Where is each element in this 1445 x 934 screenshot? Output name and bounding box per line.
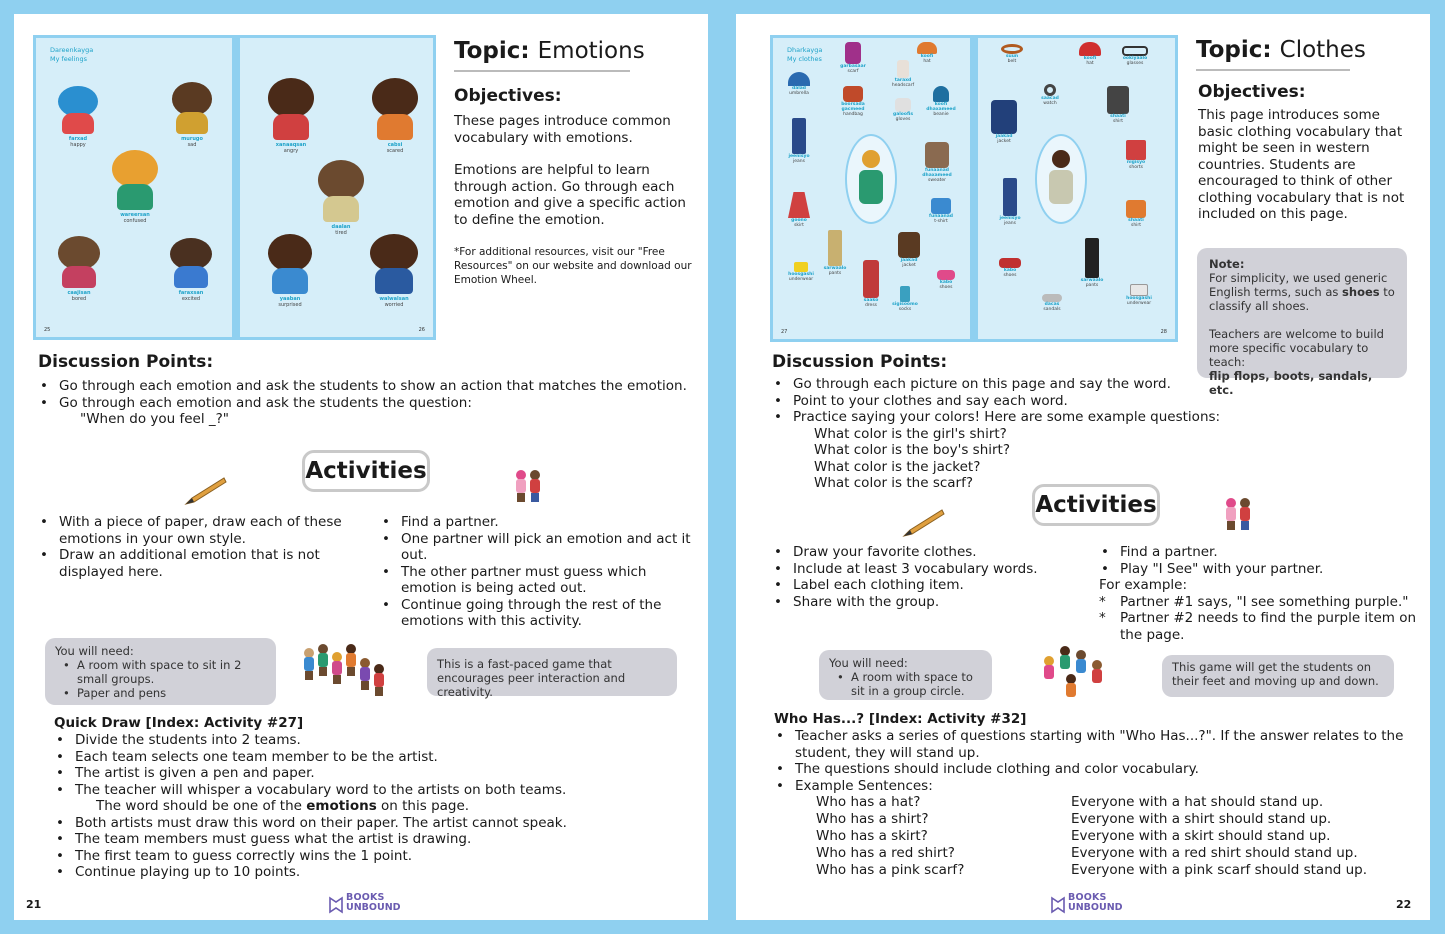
boy-figure: [1035, 134, 1087, 224]
quickdraw-list: [54, 732, 694, 881]
page-right: [736, 14, 1430, 920]
topic-underline: [454, 70, 630, 72]
you-will-need-box: [819, 650, 992, 700]
book-header: [50, 46, 93, 64]
figure-tired: daalan tired: [318, 160, 364, 226]
whohas-list: [774, 728, 1404, 794]
clothing-headscarf: taraxd headscarf: [885, 60, 921, 88]
activity-item: • One partner will pick an emotion and act it out.: [380, 531, 700, 564]
activity-item: • Play "I See" with your partner.: [1099, 561, 1419, 578]
discussion-item: • Practice saying your colors! Here are some example questions:: [772, 409, 1222, 426]
example-question: Who has a pink scarf?: [816, 862, 965, 878]
quickdraw-item: • The teacher will whisper a vocabulary word to the artists on both teams.: [54, 782, 694, 799]
objectives-paragraph-2: Emotions are helpful to learn through action. Go through each emotion and give a specific action to define the emotion.: [454, 162, 686, 228]
book-logo-icon: [1050, 894, 1066, 914]
clothing-jacket: jaakad jacket: [891, 232, 927, 268]
note-examples: flip flops, boots, sandals, etc.: [1209, 369, 1373, 397]
figure-happy: farxad happy: [58, 86, 98, 138]
clothing-pants: sarwaalo pants: [817, 230, 853, 276]
activity-item: • Find a partner.: [1099, 544, 1419, 561]
activities-heading: Activities: [1032, 484, 1160, 526]
example-question: Who has a red shirt?: [816, 845, 955, 861]
discussion-subitem: What color is the boy's shirt?: [814, 442, 1011, 458]
discussion-item: • Go through each picture on this page and say the word.: [772, 376, 1222, 393]
quickdraw-item: • Continue playing up to 10 points.: [54, 864, 694, 881]
clothing-tshirt: funaanad t-shirt: [923, 198, 959, 224]
activity-item: • Label each clothing item.: [772, 577, 1092, 594]
book-title-somali: Dharkayga: [787, 46, 823, 54]
activity-example: * Partner #2 needs to find the purple item on the page.: [1099, 610, 1419, 643]
topic-heading: [1196, 37, 1366, 63]
clothing-jeans: jeenisyo jeans: [781, 118, 817, 164]
activity-item: • Share with the group.: [772, 594, 1092, 611]
page-number: 22: [1396, 898, 1412, 911]
figure-worried: walwalsan worried: [370, 234, 418, 298]
girl-figure: [845, 134, 897, 224]
discussion-title: Discussion Points:: [772, 352, 948, 372]
example-question: Who has a hat?: [816, 794, 921, 810]
note-paragraph-2: Teachers are welcome to build more specific vocabulary to teach:: [1209, 327, 1384, 369]
example-answer: Everyone with a skirt should stand up.: [1071, 828, 1331, 844]
activity-list-right: [380, 514, 700, 630]
books-unbound-logo: BOOKS UNBOUND: [1050, 892, 1130, 916]
figure-sad: murugo sad: [172, 82, 212, 138]
topic-label: Topic:: [454, 38, 530, 64]
book-header: [787, 46, 822, 64]
discussion-list: [772, 376, 1222, 492]
game-note-box: This is a fast-paced game that encourages peer interaction and creativity.: [427, 648, 677, 696]
quickdraw-item: • The artist is given a pen and paper.: [54, 765, 694, 782]
clothes-book-spread: [770, 35, 1178, 342]
need-item: • A room with space to sit in a group circle.: [829, 670, 982, 698]
activity-list-left: [772, 544, 1092, 610]
example-answer: Everyone with a pink scarf should stand up.: [1071, 862, 1368, 878]
activity-item: • Find a partner.: [380, 514, 700, 531]
quickdraw-item: • Both artists must draw this word on their paper. The artist cannot speak.: [54, 815, 694, 832]
example-answer: Everyone with a hat should stand up.: [1071, 794, 1324, 810]
discussion-subitem: What color is the scarf?: [814, 475, 974, 491]
clothing-shoes: kabo shoes: [931, 270, 961, 290]
quickdraw-subitem: The word should be one of the emotions on this page.: [96, 798, 470, 814]
book-gutter: [232, 38, 240, 337]
book-gutter: [970, 38, 978, 339]
objectives-paragraph-1: These pages introduce common vocabulary with emotions.: [454, 113, 671, 146]
page-left: [14, 14, 708, 920]
topic-heading: [454, 38, 645, 64]
clothing-underwear: hoosgashi underwear: [781, 262, 821, 282]
two-kids-icon: [1220, 498, 1260, 538]
book-page-num-left: 27: [781, 329, 788, 335]
topic-value: Emotions: [537, 38, 645, 64]
pencil-icon: [902, 508, 946, 538]
clothing-glasses: ookiyaalo glasses: [1115, 46, 1155, 66]
topic-underline: [1196, 69, 1350, 71]
discussion-item: • Go through each emotion and ask the students to show an action that matches the emotion.: [38, 378, 698, 395]
clothing-shirt: shaati shirt: [1119, 200, 1153, 228]
discussion-title: Discussion Points:: [38, 352, 214, 372]
figure-bored: caajisan bored: [58, 236, 100, 292]
book-page-num-left: 25: [44, 327, 51, 333]
discussion-list: [38, 378, 698, 428]
game-note-box: This game will get the students on their feet and moving up and down.: [1162, 655, 1394, 697]
activity-item: • Continue going through the rest of the emotions with this activity.: [380, 597, 700, 630]
clothing-dress: saako dress: [853, 260, 889, 308]
figure-excited: faraxsan excited: [170, 238, 212, 292]
circle-of-kids-icon: [1042, 646, 1112, 700]
figure-scared: cabsi scared: [372, 78, 418, 144]
whohas-item: • Teacher asks a series of questions starting with "Who Has...?". If the answer relates to the student, they will stand up.: [774, 728, 1404, 761]
need-item: • A room with space to sit in 2 small groups.: [55, 658, 266, 686]
figure-surprised: yaaban surprised: [268, 234, 312, 298]
book-logo-icon: [328, 894, 344, 914]
activity-item: • Draw your favorite clothes.: [772, 544, 1092, 561]
example-questions: [816, 794, 1036, 879]
activity-list-left: [38, 514, 358, 580]
clothing-jacket: jaakad jacket: [987, 100, 1021, 144]
example-answer: Everyone with a shirt should stand up.: [1071, 811, 1332, 827]
topic-label: Topic:: [1196, 37, 1272, 63]
clothing-handbag: boorsada gacmeed handbag: [833, 86, 873, 117]
topic-value: Clothes: [1279, 37, 1366, 63]
clothing-underwear: hoosgashi underwear: [1119, 284, 1159, 306]
book-title-somali: Dareenkayga: [50, 46, 94, 54]
activity-example: * Partner #1 says, "I see something purple.": [1099, 594, 1419, 611]
discussion-subitem: What color is the jacket?: [814, 458, 981, 475]
clothing-beanie: koofi dhaxameed beanie: [921, 86, 961, 117]
clothing-skirt: goono skirt: [781, 192, 817, 228]
book-page-num-right: 28: [1160, 329, 1167, 335]
emotions-book-spread: [33, 35, 436, 340]
objectives-title: Objectives:: [454, 86, 562, 106]
clothing-shoes: kabo shoes: [993, 258, 1027, 278]
books-unbound-logo: BOOKS UNBOUND: [328, 892, 408, 916]
group-of-kids-icon: [302, 644, 402, 706]
activity-item: • Draw an additional emotion that is not displayed here.: [38, 547, 358, 580]
quickdraw-item: • Divide the students into 2 teams.: [54, 732, 694, 749]
quickdraw-item: • Each team selects one team member to be the artist.: [54, 749, 694, 766]
clothing-sandals: dacas sandals: [1035, 294, 1069, 312]
pencil-icon: [184, 476, 228, 506]
whohas-item: • The questions should include clothing and color vocabulary.: [774, 761, 1404, 778]
resources-note: *For additional resources, visit our "Free Resources" on our website and download our Emotion Wheel.: [454, 246, 692, 286]
clothing-watch: saacad watch: [1033, 84, 1067, 106]
clothing-pants: sarwaalo pants: [1075, 238, 1109, 288]
objectives-title: Objectives:: [1198, 82, 1306, 102]
quickdraw-item: • The first team to guess correctly wins the 1 point.: [54, 848, 694, 865]
clothing-shorts: nigisyo shorts: [1119, 140, 1153, 170]
note-title: Note:: [1209, 257, 1245, 271]
clothing-shirt: shaati shirt: [1101, 86, 1135, 124]
activity-list-right: [1099, 544, 1419, 643]
quickdraw-item: • The team members must guess what the artist is drawing.: [54, 831, 694, 848]
clothing-hat: koofi hat: [909, 42, 945, 64]
book-title-english: My feelings: [50, 55, 88, 63]
activity-item: • With a piece of paper, draw each of these emotions in your own style.: [38, 514, 358, 547]
activity-item: • The other partner must guess which emotion is being acted out.: [380, 564, 700, 597]
clothing-jeans: jeenisyo jeans: [993, 178, 1027, 226]
clothing-belt: suun belt: [995, 44, 1029, 64]
need-title: You will need:: [829, 656, 908, 670]
whohas-title: Who Has...? [Index: Activity #32]: [774, 711, 1027, 727]
discussion-subitem: "When do you feel _?": [80, 411, 230, 427]
clothing-umbrella: dalad umbrella: [781, 72, 817, 96]
example-question: Who has a skirt?: [816, 828, 928, 844]
clothing-scarf: garbasaar scarf: [833, 42, 873, 74]
example-question: Who has a shirt?: [816, 811, 929, 827]
you-will-need-box: [45, 638, 276, 705]
need-title: You will need:: [55, 644, 134, 658]
clothing-socks: sigisoomo socks: [885, 286, 925, 312]
figure-confused: wareersan confused: [112, 150, 158, 214]
note-box: [1197, 248, 1407, 397]
discussion-item: • Point to your clothes and say each word.: [772, 393, 1222, 410]
clothing-gloves: galoofis gloves: [885, 98, 921, 122]
whohas-item: • Example Sentences:: [774, 778, 1404, 795]
quickdraw-title: Quick Draw [Index: Activity #27]: [54, 715, 304, 731]
figure-angry: xanaaqsan angry: [268, 78, 314, 144]
book-page-num-right: 26: [418, 327, 425, 333]
need-item: • Paper and pens: [55, 686, 266, 700]
book-title-english: My clothes: [787, 55, 822, 63]
note-paragraph-1: For simplicity, we used generic English terms, such as shoes to classify all shoes.: [1209, 271, 1395, 313]
example-answer: Everyone with a red shirt should stand up.: [1071, 845, 1358, 861]
example-answers: [1071, 794, 1411, 879]
discussion-subitem: What color is the girl's shirt?: [814, 425, 1007, 442]
activity-subheading: For example:: [1099, 577, 1188, 593]
objectives-paragraph: This page introduces some basic clothing vocabulary that might be seen in western countries. Students are encouraged to think of other clothing vocabulary that is not included on this page.: [1198, 107, 1405, 222]
discussion-item: • Go through each emotion and ask the students the question:: [38, 395, 698, 412]
activities-heading: Activities: [302, 450, 430, 492]
activity-item: • Include at least 3 vocabulary words.: [772, 561, 1092, 578]
page-number: 21: [26, 898, 42, 911]
two-kids-icon: [510, 470, 550, 510]
clothing-sweater: funaanad dhaxameed sweater: [913, 142, 961, 183]
clothing-hat: koofi hat: [1073, 42, 1107, 66]
